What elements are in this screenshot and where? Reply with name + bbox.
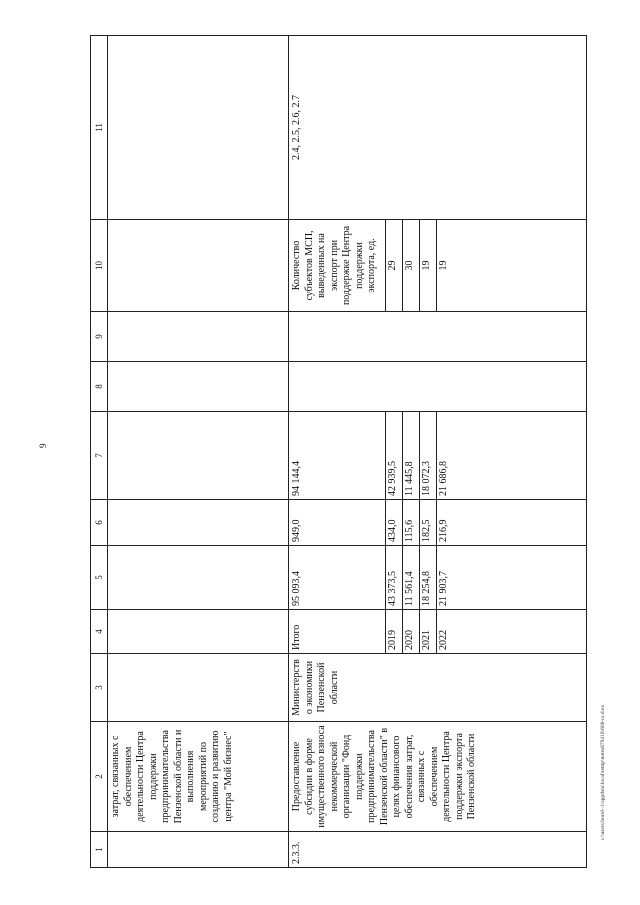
col-header: 6 xyxy=(91,500,108,546)
year-col5: 18 254,8 xyxy=(420,546,437,610)
year-col6: 115,6 xyxy=(403,500,420,546)
col-header: 5 xyxy=(91,546,108,610)
year-col6: 216,9 xyxy=(437,500,587,546)
cell xyxy=(289,362,587,412)
year-indicator: 29 xyxy=(386,220,403,312)
year-indicator: 19 xyxy=(420,220,437,312)
footer-path: c:\users\borol~1\appdata\local\temp\notes879410\600-ra.d.ex xyxy=(600,704,606,840)
column-number-row xyxy=(91,36,108,868)
year-col6: 182,5 xyxy=(420,500,437,546)
year-col6: 434,0 xyxy=(386,500,403,546)
col-header: 3 xyxy=(91,654,108,722)
cell xyxy=(289,312,587,362)
col-header: 2 xyxy=(91,722,108,832)
program-table xyxy=(90,35,587,868)
col-header: 8 xyxy=(91,362,108,412)
year: 2019 xyxy=(386,610,403,654)
cell xyxy=(108,220,289,312)
total-col5: 95 093,4 xyxy=(289,546,386,610)
continued-description: затрат, связанных с обеспечением деятельности Центра поддержки предпринимательства Пензенской области и выполнения мероприятий по созданию и развитию центра "Мой бизнес" xyxy=(108,722,289,832)
indicator: Количество субъектов МСП, выведенных на экспорт при поддержке Центра поддержки экспорта, ед. xyxy=(289,220,386,312)
col-header: 1 xyxy=(91,832,108,868)
cell xyxy=(108,654,289,722)
col-header: 9 xyxy=(91,312,108,362)
year-indicator: 30 xyxy=(403,220,420,312)
year-col5: 11 561,4 xyxy=(403,546,420,610)
cell xyxy=(108,36,289,220)
col-header: 11 xyxy=(91,36,108,220)
total-label: Итого xyxy=(289,610,386,654)
item-number: 2.3.3. xyxy=(289,832,587,868)
page-number: 9 xyxy=(38,443,48,448)
year-indicator: 19 xyxy=(437,220,587,312)
row-2-3-3 xyxy=(289,36,386,868)
year-col7: 11 445,8 xyxy=(403,412,420,500)
year-col5: 43 373,5 xyxy=(386,546,403,610)
year-col5: 21 903,7 xyxy=(437,546,587,610)
cell xyxy=(108,412,289,500)
program-table-sheet xyxy=(90,36,584,868)
links: 2.4, 2.5, 2.6, 2.7 xyxy=(289,36,587,220)
year-col7: 42 939,5 xyxy=(386,412,403,500)
cell xyxy=(108,610,289,654)
cell xyxy=(108,312,289,362)
col-header: 4 xyxy=(91,610,108,654)
year: 2022 xyxy=(437,610,587,654)
item-description: Предоставление субсидии в форме имущественного взноса некоммерческой организации "Фонд поддержки предпринимательства Пензенской области" в целях финансового обеспечения затрат, связанных с обеспечением деятельности Центра поддержки экспорта Пензенской области xyxy=(289,722,587,832)
year-col7: 18 072,3 xyxy=(420,412,437,500)
cell xyxy=(108,362,289,412)
year-col7: 21 686,8 xyxy=(437,412,587,500)
cell xyxy=(108,546,289,610)
continued-row xyxy=(108,36,289,868)
total-col7: 94 144,4 xyxy=(289,412,386,500)
col-header: 7 xyxy=(91,412,108,500)
col-header: 10 xyxy=(91,220,108,312)
year: 2021 xyxy=(420,610,437,654)
cell xyxy=(108,500,289,546)
executor: Министерство экономики Пензенской области xyxy=(289,654,587,722)
cell xyxy=(108,832,289,868)
total-col6: 949,0 xyxy=(289,500,386,546)
year: 2020 xyxy=(403,610,420,654)
